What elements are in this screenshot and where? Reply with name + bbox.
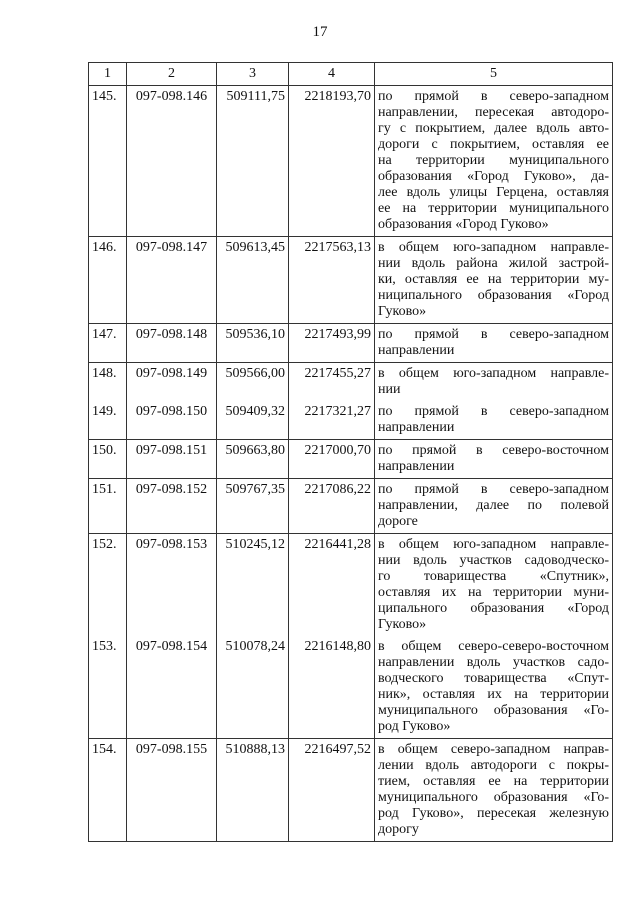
description-line: муниципального образования «Го- xyxy=(378,703,609,718)
coordinate-y: 2217000,70 xyxy=(304,443,371,458)
description-cell xyxy=(375,86,613,237)
coordinate-x: 509663,80 xyxy=(225,443,285,458)
description-line: дороге xyxy=(378,514,418,529)
point-code: 097-098.149 xyxy=(135,366,208,381)
point-number-cell xyxy=(89,237,127,324)
point-number: 150. xyxy=(92,443,117,458)
coordinate-y-cell xyxy=(289,363,375,440)
description-line: по прямой в северо-западном xyxy=(378,404,609,419)
boundary-points-table xyxy=(88,62,613,842)
point-code: 097-098.154 xyxy=(135,639,208,654)
coordinate-y: 2216441,28 xyxy=(304,537,371,552)
coordinate-y: 2217563,13 xyxy=(304,240,371,255)
coordinate-x-cell xyxy=(217,534,289,739)
coordinate-y: 2216497,52 xyxy=(304,742,371,757)
description-line: род Гуково» xyxy=(378,719,451,734)
description-line: направлении вдоль участков садо- xyxy=(378,655,609,670)
description-line: образования «Город Гуково», да- xyxy=(378,169,609,184)
description-cell xyxy=(375,479,613,534)
description-line: в общем юго-западном направле- xyxy=(378,537,609,552)
coordinate-y-cell xyxy=(289,86,375,237)
coordinate-y: 2216148,80 xyxy=(304,639,371,654)
point-number: 149. xyxy=(92,404,117,419)
point-code-cell xyxy=(127,739,217,842)
point-code-cell xyxy=(127,479,217,534)
description-cell xyxy=(375,363,613,440)
column-header-5: 5 xyxy=(375,63,613,86)
point-number-cell xyxy=(89,479,127,534)
coordinate-y: 2217493,99 xyxy=(304,327,371,342)
point-number: 151. xyxy=(92,482,117,497)
description-line: водческого товарищества «Спут- xyxy=(378,671,609,686)
table-header-row xyxy=(89,63,613,86)
coordinate-x-cell xyxy=(217,440,289,479)
point-code-cell xyxy=(127,237,217,324)
point-number: 146. xyxy=(92,240,117,255)
description-line: муниципального образования «Го- xyxy=(378,790,609,805)
coordinate-x: 509566,00 xyxy=(225,366,285,381)
description-line: дороги с покрытием, оставляя ее xyxy=(378,137,609,152)
description-cell xyxy=(375,534,613,739)
point-code: 097-098.153 xyxy=(135,537,208,552)
coordinate-y: 2217321,27 xyxy=(304,404,371,419)
description-line: в общем северо-западном направ- xyxy=(378,742,609,757)
description-line: ниципального образования «Город xyxy=(378,288,609,303)
table-row xyxy=(89,534,613,739)
description-line: ник», оставляя их на территории xyxy=(378,687,609,702)
description-line: в общем северо-северо-восточном xyxy=(378,639,609,654)
description-line: Гуково» xyxy=(378,304,427,319)
coordinate-x: 509409,32 xyxy=(225,404,285,419)
description-line: в общем юго-западном направле- xyxy=(378,240,609,255)
description-line: род Гуково», пересекая железную xyxy=(378,806,609,821)
point-code-cell xyxy=(127,86,217,237)
description-line: дорогу xyxy=(378,822,419,837)
description-line: нии xyxy=(378,382,401,397)
coordinate-x: 509536,10 xyxy=(225,327,285,342)
table-row xyxy=(89,86,613,237)
coordinate-x: 509613,45 xyxy=(225,240,285,255)
coordinate-y-cell xyxy=(289,237,375,324)
description-line: направлении xyxy=(378,343,455,358)
table-row xyxy=(89,237,613,324)
description-line: образования «Город Гуково» xyxy=(378,217,549,232)
point-code-cell xyxy=(127,324,217,363)
coordinate-x: 510245,12 xyxy=(225,537,285,552)
table-row xyxy=(89,363,613,440)
coordinate-x-cell xyxy=(217,86,289,237)
description-line: лее вдоль улицы Герцена, оставляя xyxy=(378,185,609,200)
description-cell xyxy=(375,324,613,363)
coordinate-x: 509767,35 xyxy=(225,482,285,497)
column-header-3: 3 xyxy=(217,63,289,86)
description-line: по прямой в северо-восточном xyxy=(378,443,609,458)
point-code: 097-098.151 xyxy=(135,443,208,458)
description-line: по прямой в северо-западном xyxy=(378,482,609,497)
description-line: лении вдоль автодороги с покры- xyxy=(378,758,609,773)
point-code: 097-098.148 xyxy=(135,327,208,342)
coordinate-x: 510078,24 xyxy=(225,639,285,654)
description-line: ципального образования «Город xyxy=(378,601,609,616)
description-line: Гуково» xyxy=(378,617,427,632)
coordinate-y-cell xyxy=(289,324,375,363)
point-number-cell xyxy=(89,440,127,479)
coordinate-y-cell xyxy=(289,739,375,842)
point-code: 097-098.152 xyxy=(135,482,208,497)
point-code-cell xyxy=(127,440,217,479)
coordinate-x-cell xyxy=(217,237,289,324)
point-number: 154. xyxy=(92,742,117,757)
coordinate-x-cell xyxy=(217,363,289,440)
point-number-cell xyxy=(89,534,127,739)
table-row xyxy=(89,324,613,363)
point-number: 152. xyxy=(92,537,117,552)
description-line: направлении, пересекая автодоро- xyxy=(378,105,609,120)
coordinate-y-cell xyxy=(289,440,375,479)
point-number-cell xyxy=(89,324,127,363)
point-code: 097-098.147 xyxy=(135,240,208,255)
column-header-1: 1 xyxy=(89,63,127,86)
description-line: гу с покрытием, далее вдоль авто- xyxy=(378,121,609,136)
coordinate-y-cell xyxy=(289,479,375,534)
point-number: 145. xyxy=(92,89,117,104)
description-cell xyxy=(375,739,613,842)
coordinate-y: 2218193,70 xyxy=(304,89,371,104)
point-number: 153. xyxy=(92,639,117,654)
description-line: направлении xyxy=(378,420,455,435)
description-line: в общем юго-западном направле- xyxy=(378,366,609,381)
coordinate-y: 2217455,27 xyxy=(304,366,371,381)
coordinate-x-cell xyxy=(217,739,289,842)
coordinate-y-cell xyxy=(289,534,375,739)
description-line: го товарищества «Спутник», xyxy=(378,569,609,584)
point-code-cell xyxy=(127,363,217,440)
table-row xyxy=(89,440,613,479)
column-header-2: 2 xyxy=(127,63,217,86)
description-line: ее на территории муниципального xyxy=(378,201,609,216)
description-cell xyxy=(375,440,613,479)
coordinate-x: 509111,75 xyxy=(226,89,285,104)
table-row xyxy=(89,479,613,534)
coordinate-x-cell xyxy=(217,324,289,363)
column-header-4: 4 xyxy=(289,63,375,86)
point-code-cell xyxy=(127,534,217,739)
point-number-cell xyxy=(89,739,127,842)
description-line: тием, оставляя ее на территории xyxy=(378,774,609,789)
coordinate-y: 2217086,22 xyxy=(304,482,371,497)
description-line: направлении, далее по полевой xyxy=(378,498,609,513)
point-number-cell xyxy=(89,86,127,237)
point-code: 097-098.146 xyxy=(135,89,208,104)
point-code: 097-098.155 xyxy=(135,742,208,757)
table-row xyxy=(89,739,613,842)
description-line: по прямой в северо-западном xyxy=(378,89,609,104)
description-line: направлении xyxy=(378,459,455,474)
page-number: 17 xyxy=(312,24,328,40)
description-line: оставляя их на территории муни- xyxy=(378,585,609,600)
point-number-cell xyxy=(89,363,127,440)
description-line: нии вдоль района жилой застрой- xyxy=(378,256,609,271)
point-number: 147. xyxy=(92,327,117,342)
point-code: 097-098.150 xyxy=(135,404,208,419)
description-line: по прямой в северо-западном xyxy=(378,327,609,342)
coordinate-x: 510888,13 xyxy=(225,742,285,757)
description-line: нии вдоль участков садоводческо- xyxy=(378,553,609,568)
description-cell xyxy=(375,237,613,324)
coordinate-x-cell xyxy=(217,479,289,534)
point-number: 148. xyxy=(92,366,117,381)
description-line: ки, оставляя ее на территории му- xyxy=(378,272,609,287)
description-line: на территории муниципального xyxy=(378,153,609,168)
